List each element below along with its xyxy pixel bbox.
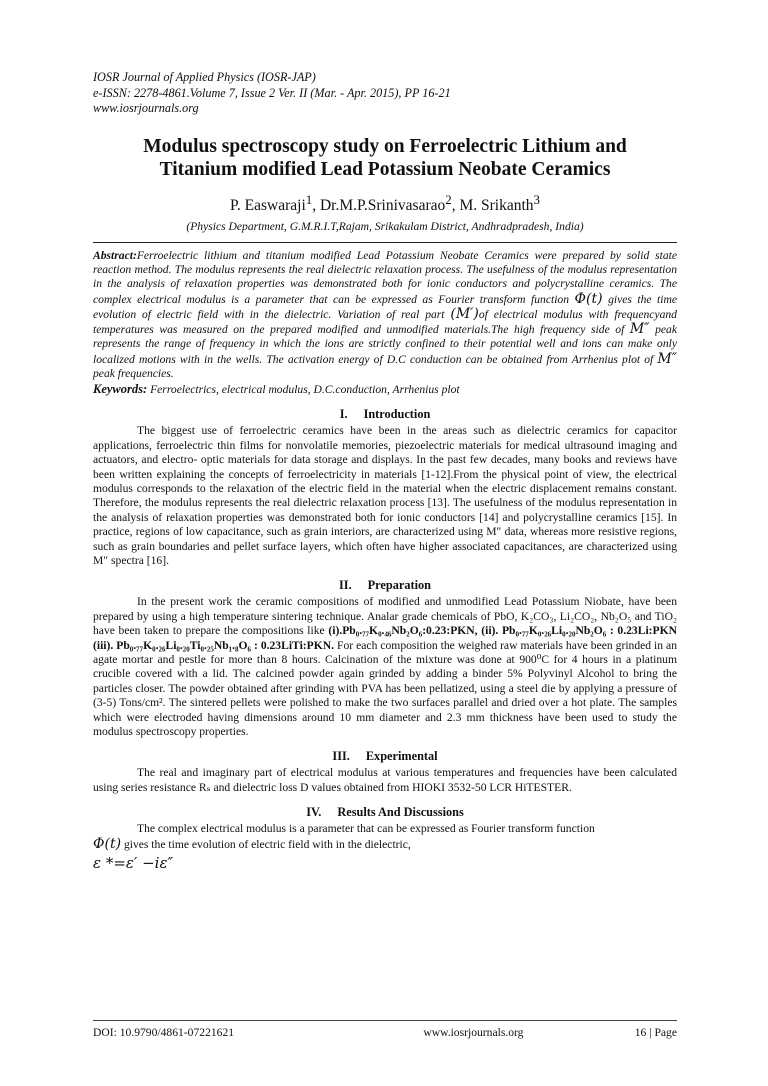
footer-page-number: 16 | Page <box>634 1026 677 1039</box>
abstract-text-5: peak frequencies. <box>93 367 174 381</box>
section-title: Results And Discussions <box>337 805 464 820</box>
author-1-affil: 1 <box>305 191 313 207</box>
journal-site[interactable]: www.iosrjournals.org <box>93 101 199 115</box>
author-1: P. Easwaraji <box>230 196 306 214</box>
section-title: Introduction <box>363 407 431 422</box>
journal-header <box>93 70 677 117</box>
m-double-prime-symbol: M″ <box>486 525 502 539</box>
section-heading-preparation <box>93 578 677 593</box>
paper-title: Modulus spectroscopy study on Ferroelectric Lithium and Titanium modified Lead Potassium Neobate Ceramics <box>143 135 627 180</box>
section-number: I. <box>339 407 348 422</box>
section-heading-results <box>93 805 677 820</box>
composition-list: (i).Pb₀.₇₇K₀.₄₆Nb₂O₆:0.23:PKN, (ii). Pb₀.₇₇K₀.₂₆Li₀.₂₀Nb₂O₆ : 0.23Li:PKN (iii). Pb₀.₇₇K₀.₂₆Li₀.₂₀Ti₀.₂₅Nb₁.₈O₆ : 0.23LiTi:PKN. <box>93 624 677 652</box>
paragraph-text: spectra [16]. <box>111 553 169 567</box>
abstract-label: Abstract: <box>93 248 137 262</box>
author-3-affil: 3 <box>533 191 540 207</box>
journal-issn: e-ISSN: 2278-4861.Volume 7, Issue 2 Ver. II (Mar. - Apr. 2015), PP 16-21 <box>93 85 451 100</box>
paragraph-text: data, whereas more resistive regions, such as grain boundaries and pellet surface layers, which often have higher associated capacitances, are characterized using <box>93 525 677 553</box>
abstract-text-1: Ferroelectric lithium and titanium modified Lead Potassium Neobate Ceramics were prepared by solid state reaction method. The modulus represents the real dielectric relaxation process. The usefulness of the modulus representation in the analysis of relaxation properties was demonstrated both for ionic conductors and polycrystalline ceramics. The complex electrical modulus is a parameter that can be expressed as Fourier transform function <box>93 248 677 306</box>
journal-name: IOSR Journal of Applied Physics (IOSR-JAP) <box>93 70 316 84</box>
paragraph <box>93 424 677 568</box>
abstract-text-2: gives the time evolution of electric field with in the dielectric. Variation of real part <box>93 292 677 321</box>
paragraph <box>93 595 677 739</box>
page-footer <box>93 1026 677 1039</box>
section-heading-experimental <box>93 749 677 764</box>
abstract <box>93 249 677 382</box>
section-title: Experimental <box>365 749 438 764</box>
m-prime-symbol: (M′) <box>450 305 479 322</box>
permittivity-equation: ε *=ε′ −iε″ <box>93 854 174 873</box>
abstract-text-4: peak represents the range of frequency in which the ions are strictly confined to their potential well and ions can make only localized motions with in the wells. The activation energy of D.C conduction can be obtained from Arrhenius plot of <box>93 323 677 366</box>
section-heading-introduction <box>93 407 677 422</box>
author-2: Dr.M.P.Srinivasarao <box>319 196 446 214</box>
paragraph: The real and imaginary part of electrical modulus at various temperatures and frequencies have been calculated using series resistance Rₛ and dielectric loss D values obtained from HIOKI 3532-50 LCR HiTESTER. <box>93 766 677 794</box>
author-list: P. Easwaraji$^1$, Dr.M.P.Srinivasarao$^2$, M. Srikanth$^3$ <box>230 191 540 214</box>
paragraph-text: The biggest use of ferroelectric ceramics have been in the areas such as dielectric ceramics for capacitor applications, ferroelectric thin films for nonvolatile memories, piezoelectric materials for medical ultrasound imaging and actuators, and electro- optic materials for data storage and displays. In the past few decades, many books and reviews have been written explaining the concepts of ferroelectricity in materials [1-12].From the physical point of view, the electrical modulus corresponds to the relaxation of the electric field in the material when the electric displacement remains constant. Therefore, the modulus represents the real dielectric relaxation process [13]. The usefulness of the modulus representation in the analysis of relaxation properties was demonstrated both for ionic conductors [14] and polycrystalline ceramics [15]. In practice, regions of low capacitance, such as grain interiors, are characterized using <box>93 424 677 539</box>
m-double-prime-symbol: M″ <box>629 321 650 338</box>
footer-doi[interactable]: DOI: 10.9790/4861-07221621 <box>93 1026 235 1039</box>
paragraph-text: For each composition the weighed raw materials have been grinded in an agate mortar and pestle for more than 8 hours. Calcination of the mixture was done at 900⁰C for 4 hours in a platinum crucible covered with a lid. The calcined powder again grinded by adding a binder 5% Polyvinyl Alcohol to bring the particles closer. The powder obtained after grinding with PVA has been pellatized, using a steel die by applying a pressure of (3-5) Tons/cm². The sintered pellets were polished to make the two surfaces parallel and dried over a hot plate. The samples which were electroded having dimensions around 10 mm diameter and 2.3 mm thickness have been used to study the modulus spectroscopy properties. <box>93 638 678 739</box>
abstract-text-3: of electrical modulus with frequencyand temperatures was measured on the prepared modified and unmodified materials.The high frequency side of <box>93 307 677 337</box>
keywords-text: Ferroelectrics, electrical modulus, D.C.conduction, Arrhenius plot <box>150 383 460 397</box>
phi-symbol: Φ(t) <box>574 290 603 307</box>
m-double-prime-symbol: M″ <box>93 553 109 567</box>
affiliation: (Physics Department, G.M.R.I.T,Rajam, Srikakulam District, Andhradpradesh, India) <box>186 219 584 233</box>
results-body <box>93 822 677 873</box>
paragraph <box>93 837 677 852</box>
paragraph: The complex electrical modulus is a parameter that can be expressed as Fourier transform function <box>137 822 595 836</box>
introduction-body <box>93 424 677 568</box>
phi-symbol: Φ(t) <box>93 835 122 852</box>
abstract-divider <box>93 242 677 243</box>
author-2-affil: 2 <box>445 191 452 207</box>
experimental-body <box>93 766 677 795</box>
keywords-label: Keywords: <box>93 382 148 397</box>
section-number: III. <box>332 749 350 764</box>
section-number: II. <box>339 578 352 593</box>
section-title: Preparation <box>367 578 431 593</box>
paragraph-text: In the present work the ceramic compositions of modified and unmodified Lead Potassium Niobate, have been prepared by using a high temperature sintering technique. Analar grade chemicals of PbO, K₂CO₃, Li₂CO₂, Nb₂O₅ and TiO₂ have been taken to prepare the compositions like <box>93 595 677 638</box>
paragraph-text: gives the time evolution of electric field with in the dielectric, <box>123 837 411 851</box>
author-3: M. Srikanth <box>459 196 534 214</box>
keywords <box>93 382 677 397</box>
paper-page <box>93 70 678 873</box>
m-double-prime-symbol-2: M″ <box>657 350 677 367</box>
footer-divider <box>93 1020 677 1021</box>
footer-site[interactable]: www.iosrjournals.org <box>423 1026 524 1039</box>
preparation-body <box>93 595 677 739</box>
section-number: IV. <box>306 805 322 820</box>
